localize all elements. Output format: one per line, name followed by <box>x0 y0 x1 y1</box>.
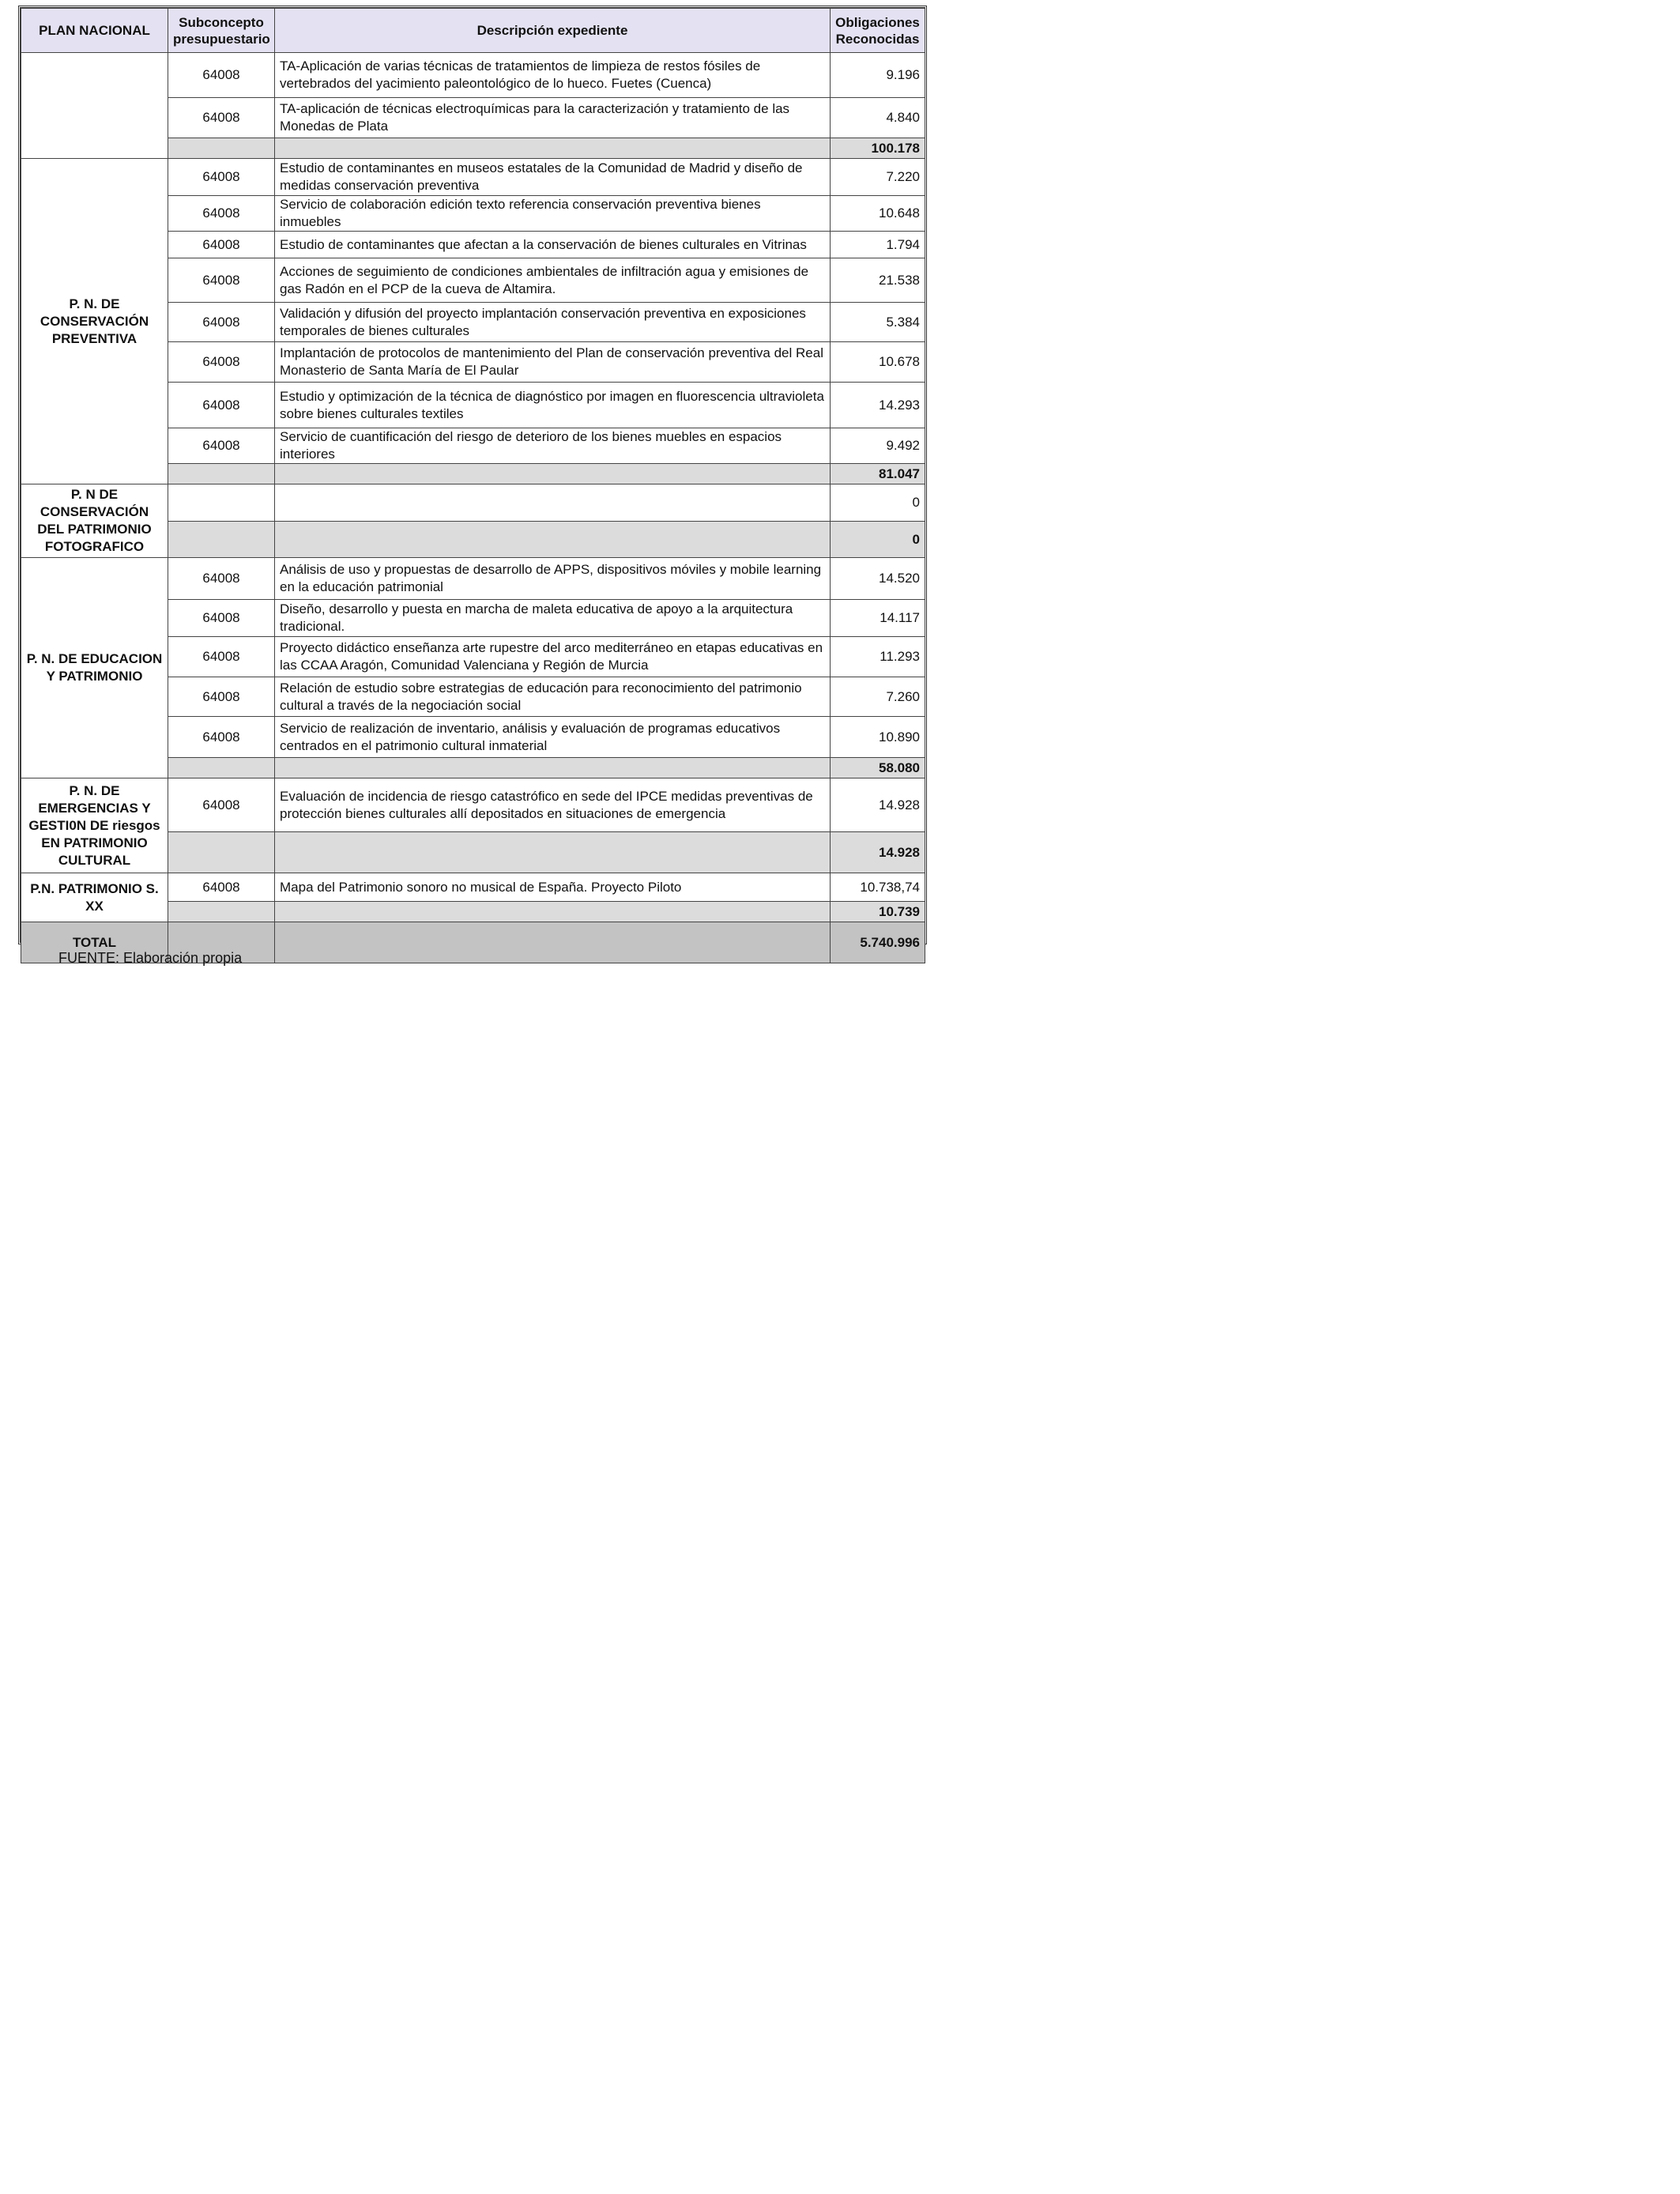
amount-cell: 7.220 <box>831 159 925 196</box>
descripcion-cell <box>275 484 831 522</box>
plan-cell-unnamed <box>21 53 168 159</box>
subtotal-blank <box>168 902 275 922</box>
amount-cell: 7.260 <box>831 677 925 717</box>
plan-cell-conservacion-preventiva: P. N. DE CONSERVACIÓN PREVENTIVA <box>21 159 168 484</box>
total-amount: 5.740.996 <box>831 922 925 963</box>
amount-cell: 10.648 <box>831 196 925 232</box>
subtotal-blank <box>168 832 275 873</box>
subconcepto-cell <box>168 484 275 522</box>
subtotal-amount: 81.047 <box>831 464 925 484</box>
subtotal-blank <box>275 902 831 922</box>
table-row <box>21 778 925 832</box>
table-row <box>21 484 925 522</box>
subconcepto-cell: 64008 <box>168 196 275 232</box>
subtotal-blank <box>275 464 831 484</box>
descripcion-cell: Estudio y optimización de la técnica de diagnóstico por imagen en fluorescencia ultravioleta sobre bienes culturales textiles <box>275 383 831 428</box>
subconcepto-cell: 64008 <box>168 258 275 303</box>
subconcepto-cell: 64008 <box>168 873 275 902</box>
subconcepto-cell: 64008 <box>168 383 275 428</box>
subconcepto-cell: 64008 <box>168 232 275 258</box>
header-plan: PLAN NACIONAL <box>21 9 168 53</box>
subtotal-blank <box>275 758 831 778</box>
table-row <box>21 558 925 600</box>
descripcion-cell: Análisis de uso y propuestas de desarrollo de APPS, dispositivos móviles y mobile learning en la educación patrimonial <box>275 558 831 600</box>
table-row <box>21 53 925 98</box>
amount-cell: 4.840 <box>831 98 925 138</box>
subconcepto-cell: 64008 <box>168 778 275 832</box>
amount-cell: 9.196 <box>831 53 925 98</box>
subconcepto-cell: 64008 <box>168 159 275 196</box>
budget-table <box>21 8 925 963</box>
subconcepto-cell: 64008 <box>168 717 275 758</box>
subconcepto-cell: 64008 <box>168 600 275 637</box>
subtotal-blank <box>168 522 275 558</box>
amount-cell: 14.293 <box>831 383 925 428</box>
descripcion-cell: Proyecto didáctico enseñanza arte rupestre del arco mediterráneo en etapas educativas en las CCAA Aragón, Comunidad Valenciana y Región de Murcia <box>275 637 831 677</box>
table-row <box>21 873 925 902</box>
amount-cell: 10.890 <box>831 717 925 758</box>
subtotal-blank <box>168 758 275 778</box>
total-label: TOTAL <box>21 922 168 963</box>
subtotal-blank <box>168 138 275 159</box>
descripcion-cell: Acciones de seguimiento de condiciones ambientales de infiltración agua y emisiones de gas Radón en el PCP de la cueva de Altamira. <box>275 258 831 303</box>
plan-cell-patrimonio-sxx: P.N. PATRIMONIO S. XX <box>21 873 168 922</box>
amount-cell: 10.738,74 <box>831 873 925 902</box>
descripcion-cell: Estudio de contaminantes que afectan a la conservación de bienes culturales en Vitrinas <box>275 232 831 258</box>
subconcepto-cell: 64008 <box>168 98 275 138</box>
subtotal-amount: 14.928 <box>831 832 925 873</box>
plan-cell-emergencias: P. N. DE EMERGENCIAS Y GESTI0N DE riesgos EN PATRIMONIO CULTURAL <box>21 778 168 873</box>
descripcion-cell: TA-aplicación de técnicas electroquímicas para la caracterización y tratamiento de las Monedas de Plata <box>275 98 831 138</box>
descripcion-cell: Relación de estudio sobre estrategias de educación para reconocimiento del patrimonio cultural a través de la negociación social <box>275 677 831 717</box>
plan-cell-educacion-patrimonio: P. N. DE EDUCACION Y PATRIMONIO <box>21 558 168 778</box>
header-row <box>21 9 925 53</box>
amount-cell: 9.492 <box>831 428 925 464</box>
table-row <box>21 159 925 196</box>
source-note: FUENTE: Elaboración propia <box>58 950 243 966</box>
subtotal-amount: 10.739 <box>831 902 925 922</box>
descripcion-cell: Mapa del Patrimonio sonoro no musical de España. Proyecto Piloto <box>275 873 831 902</box>
plan-cell-patrimonio-fotografico: P. N DE CONSERVACIÓN DEL PATRIMONIO FOTOGRAFICO <box>21 484 168 558</box>
amount-cell: 14.117 <box>831 600 925 637</box>
descripcion-cell: Diseño, desarrollo y puesta en marcha de maleta educativa de apoyo a la arquitectura tradicional. <box>275 600 831 637</box>
amount-cell: 0 <box>831 484 925 522</box>
subconcepto-cell: 64008 <box>168 303 275 342</box>
subconcepto-cell: 64008 <box>168 558 275 600</box>
subtotal-amount: 0 <box>831 522 925 558</box>
descripcion-cell: Servicio de realización de inventario, análisis y evaluación de programas educativos centrados en el patrimonio cultural inmaterial <box>275 717 831 758</box>
subconcepto-cell: 64008 <box>168 342 275 383</box>
descripcion-cell: Servicio de colaboración edición texto referencia conservación preventiva bienes inmuebles <box>275 196 831 232</box>
header-obligaciones: Obligaciones Reconocidas <box>831 9 925 53</box>
subconcepto-cell: 64008 <box>168 677 275 717</box>
amount-cell: 1.794 <box>831 232 925 258</box>
amount-cell: 10.678 <box>831 342 925 383</box>
descripcion-cell: TA-Aplicación de varias técnicas de tratamientos de limpieza de restos fósiles de vertebrados del yacimiento paleontológico de lo hueco. Fuetes (Cuenca) <box>275 53 831 98</box>
descripcion-cell: Implantación de protocolos de mantenimiento del Plan de conservación preventiva del Real Monasterio de Santa María de El Paular <box>275 342 831 383</box>
amount-cell: 11.293 <box>831 637 925 677</box>
subtotal-amount: 58.080 <box>831 758 925 778</box>
descripcion-cell: Validación y difusión del proyecto implantación conservación preventiva en exposiciones temporales de bienes culturales <box>275 303 831 342</box>
descripcion-cell: Servicio de cuantificación del riesgo de deterioro de los bienes muebles en espacios interiores <box>275 428 831 464</box>
descripcion-cell: Estudio de contaminantes en museos estatales de la Comunidad de Madrid y diseño de medidas conservación preventiva <box>275 159 831 196</box>
subtotal-blank <box>168 464 275 484</box>
subconcepto-cell: 64008 <box>168 53 275 98</box>
subconcepto-cell: 64008 <box>168 637 275 677</box>
subtotal-blank <box>275 138 831 159</box>
amount-cell: 14.520 <box>831 558 925 600</box>
header-descripcion: Descripción expediente <box>275 9 831 53</box>
amount-cell: 14.928 <box>831 778 925 832</box>
subtotal-amount: 100.178 <box>831 138 925 159</box>
header-subconcepto: Subconcepto presupuestario <box>168 9 275 53</box>
amount-cell: 21.538 <box>831 258 925 303</box>
subconcepto-cell: 64008 <box>168 428 275 464</box>
subtotal-blank <box>275 832 831 873</box>
total-blank <box>275 922 831 963</box>
subtotal-blank <box>275 522 831 558</box>
amount-cell: 5.384 <box>831 303 925 342</box>
descripcion-cell: Evaluación de incidencia de riesgo catastrófico en sede del IPCE medidas preventivas de protección bienes culturales allí depositados en situaciones de emergencia <box>275 778 831 832</box>
